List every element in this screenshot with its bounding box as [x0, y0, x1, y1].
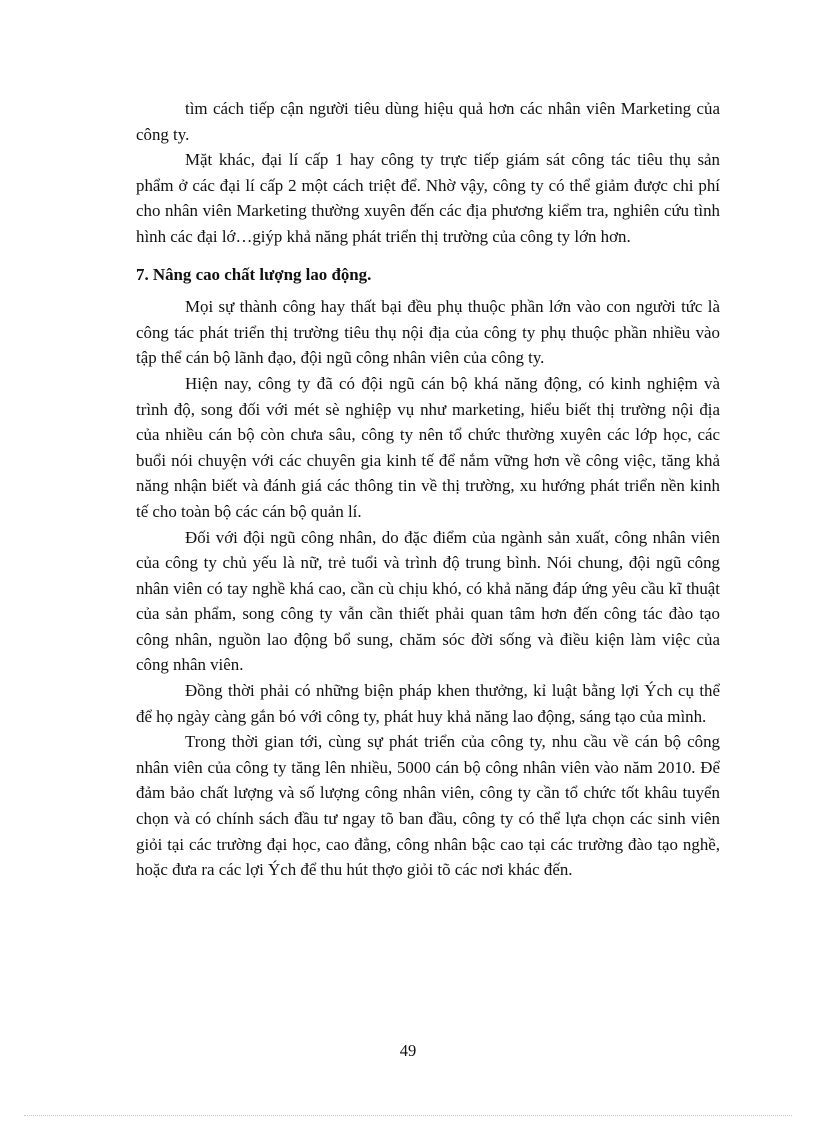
- page-number: 49: [399, 1041, 417, 1060]
- paragraph-current-staff: Hiện nay, công ty đã có đội ngũ cán bộ khá năng động, có kinh nghiệm và trình độ, song đối với mét sè nghiệp vụ như marketing, hiểu biết thị trường nội địa của nhiều cán bộ còn chưa sâu, công ty nên tổ chức thường xuyên các lớp học, các buổi nói chuyện với các chuyên gia kinh tế để nắm vững hơn về công việc, tăng khả năng nhận biết và đánh giá các thông tin về thị trường, xu hướng phát triển nền kinh tế cho toàn bộ các cán bộ quản lí.: [136, 373, 720, 521]
- paragraph-success-factors: Mọi sự thành công hay thất bại đều phụ thuộc phần lớn vào con người tức là công tác phát triển thị trường tiêu thụ nội địa của công ty phụ thuộc phần nhiều vào tập thể cán bộ lãnh đạo, đội ngũ công nhân viên của công ty.: [136, 297, 720, 368]
- paragraph-future-recruitment: Trong thời gian tới, cùng sự phát triển của công ty, nhu cầu về cán bộ công nhân viên của công ty tăng lên nhiều, 5000 cán bộ công nhân viên vào năm 2010. Để đảm bảo chất lượng và số lượng công nhân viên, công ty cần tổ chức tốt khâu tuyển chọn và có chính sách đầu tư ngay tõ ban đầu, công ty có thể lựa chọn các sinh viên giỏi tại các trường đại học, cao đẳng, công nhân bậc cao tại các trường đào tạo nghề, hoặc đưa ra các lợi Ých để thu hút thợo giỏi tõ các nơi khác đến.: [136, 732, 720, 880]
- page-bottom-divider: [24, 1115, 792, 1116]
- paragraph-dealer-supervision: Mặt khác, đại lí cấp 1 hay công ty trực tiếp giám sát công tác tiêu thụ sản phẩm ở các đại lí cấp 2 một cách triệt để. Nhờ vậy, công ty có thể giảm được chi phí cho nhân viên Marketing thường xuyên đến các địa phương kiểm tra, nghiên cứu tình hình các đại lớ…giýp khả năng phát triển thị trường của công ty lớn hơn.: [136, 150, 720, 246]
- paragraph-continuation: tìm cách tiếp cận người tiêu dùng hiệu quả hơn các nhân viên Marketing của công ty.: [136, 99, 720, 144]
- page-body: [136, 96, 720, 883]
- paragraph-rewards: Đồng thời phải có những biện pháp khen thưởng, kỉ luật bằng lợi Ých cụ thể để họ ngày càng gắn bó với công ty, phát huy khả năng lao động, sáng tạo của mình.: [136, 681, 720, 726]
- paragraph-workers: Đối với đội ngũ công nhân, do đặc điểm của ngành sản xuất, công nhân viên của công ty chủ yếu là nữ, trẻ tuổi và trình độ trung bình. Nói chung, đội ngũ công nhân viên có tay nghề khá cao, cần cù chịu khó, có khả năng đáp ứng yêu cầu kĩ thuật của sản phẩm, song công ty vẫn cần thiết phải quan tâm hơn đến công tác đào tạo công nhân, nguồn lao động bổ sung, chăm sóc đời sống và điều kiện làm việc của công nhân viên.: [136, 527, 720, 675]
- section-heading: 7. Nâng cao chất lượng lao động.: [136, 264, 372, 284]
